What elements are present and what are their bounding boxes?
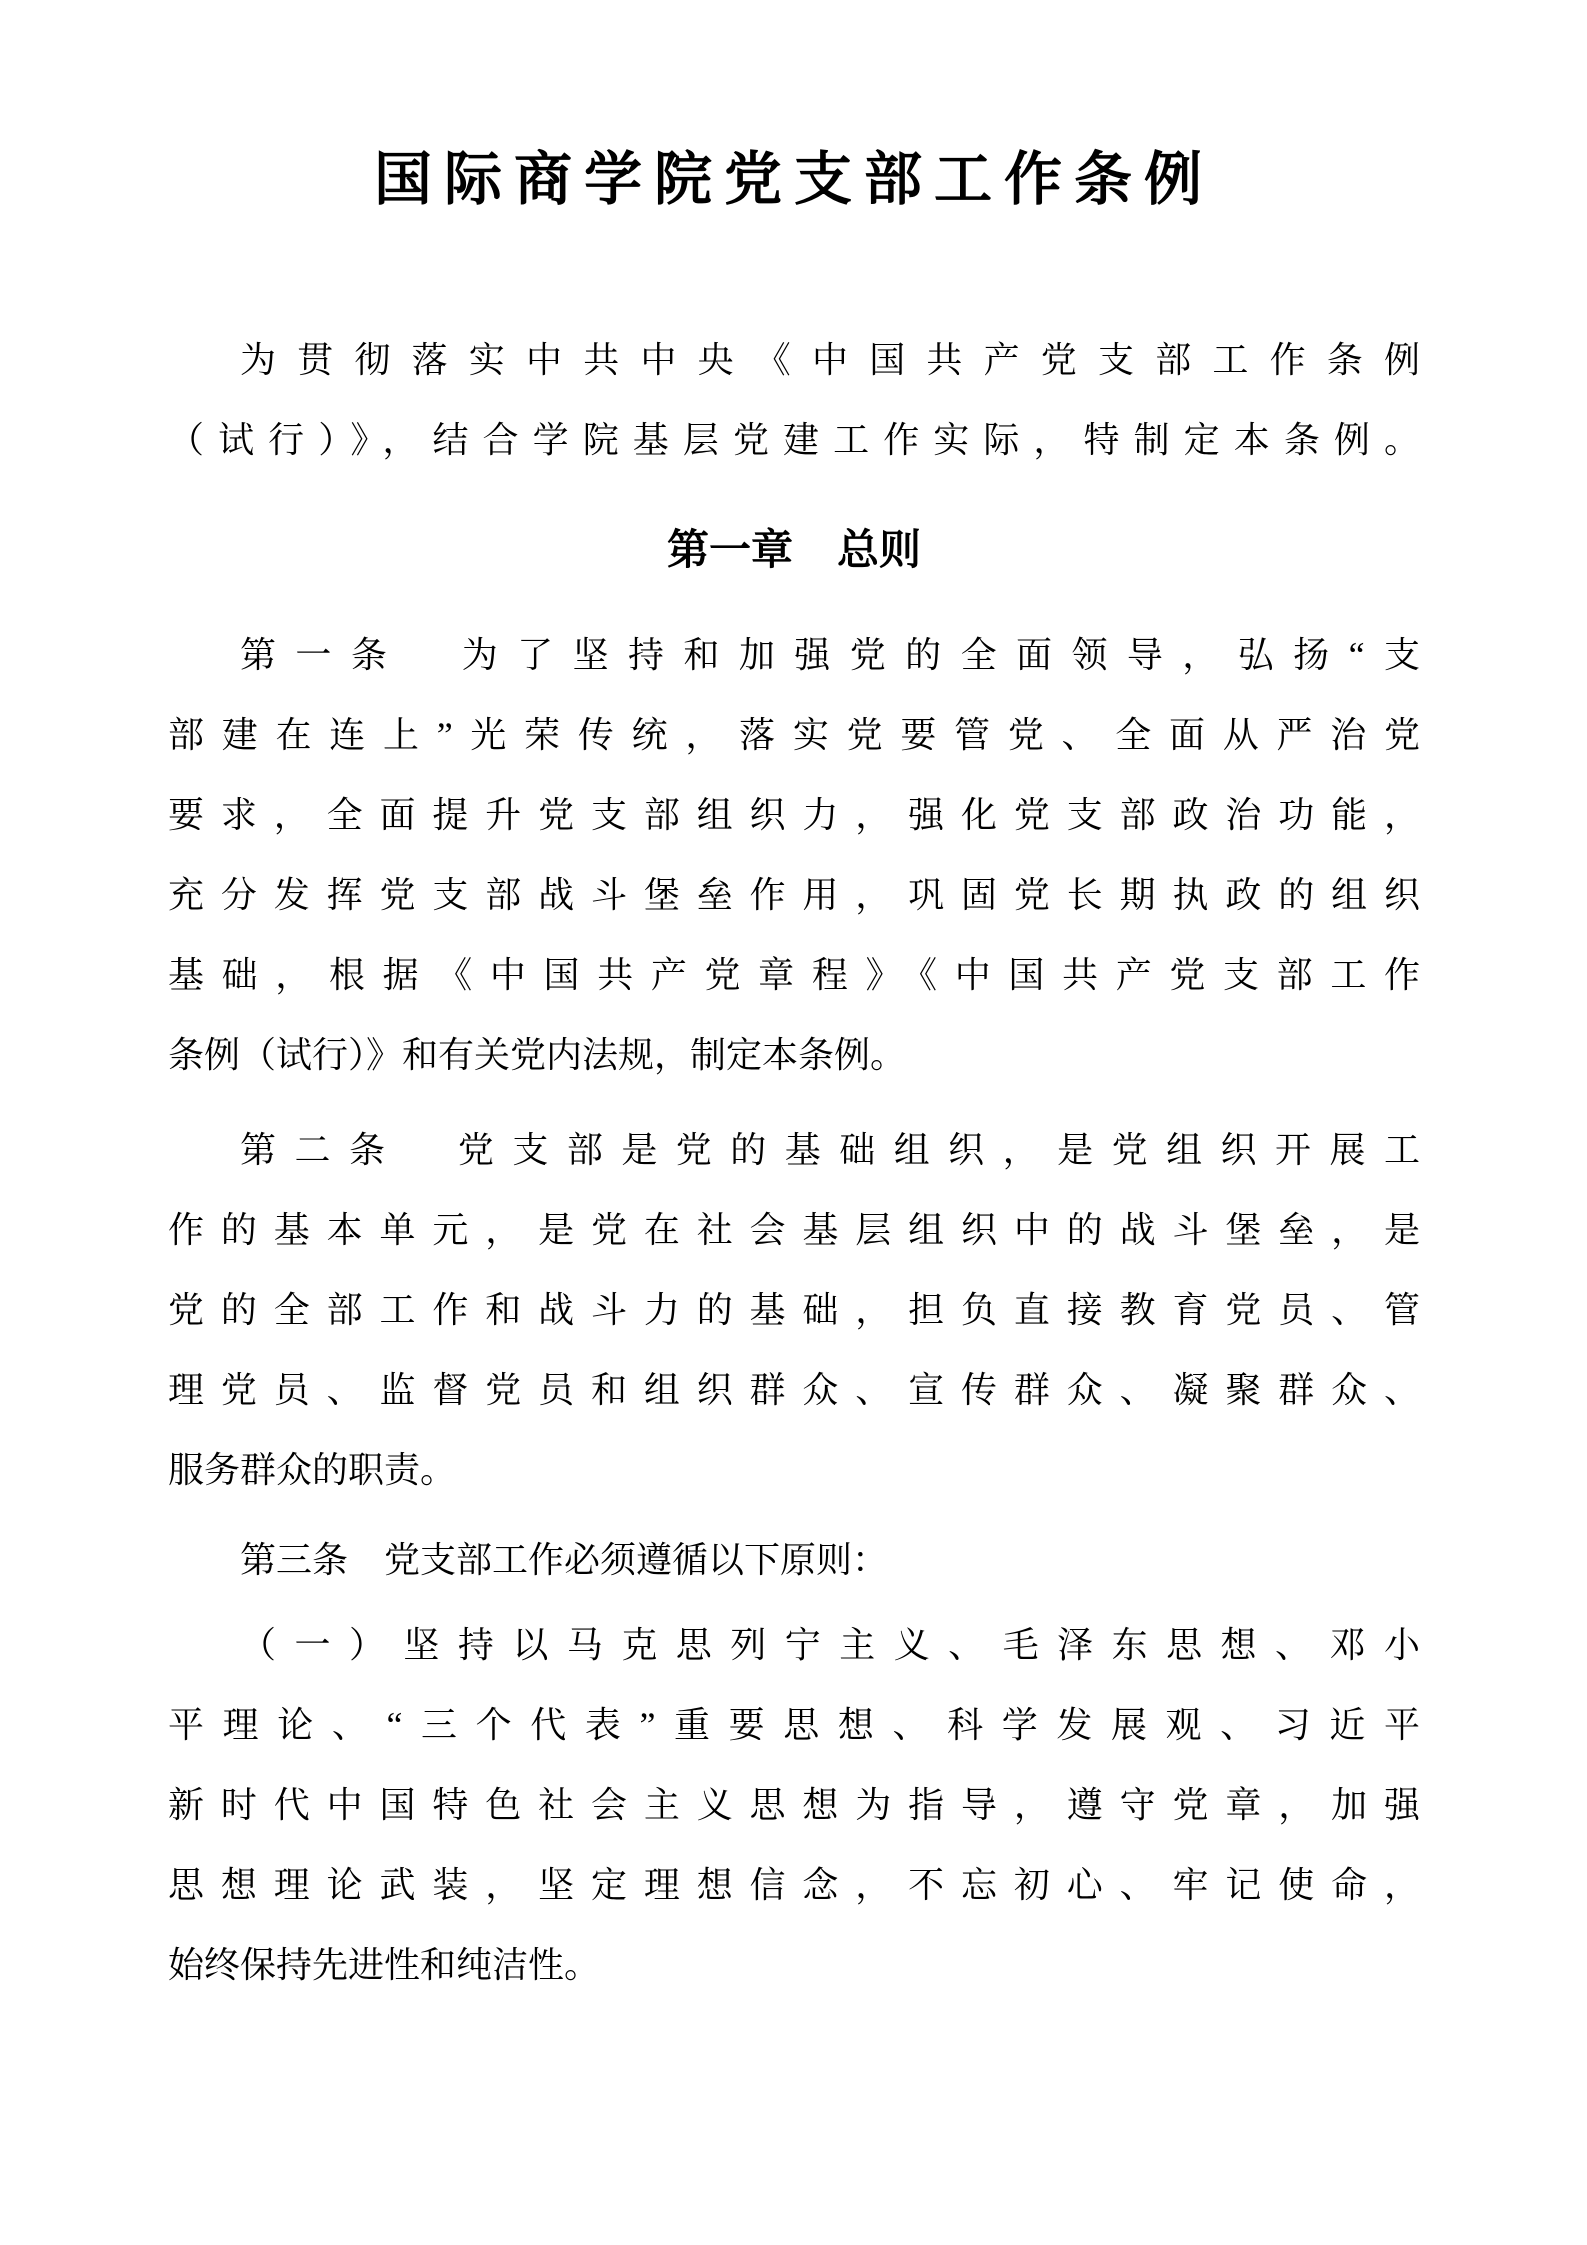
paragraph-line: （一）坚持以马克思列宁主义、毛泽东思想、邓小 [240,1625,1420,1665]
chapter-title: 总则 [837,526,922,573]
paragraph-line: 第三条 党支部工作必须遵循以下原则： [240,1540,889,1580]
paragraph-line: 条例（试行）》和有关党内法规，制定本条例。 [168,1035,907,1075]
paragraph-line: 平理论、“三个代表”重要思想、科学发展观、习近平 [168,1705,1420,1745]
document-title: 国际商学院党支部工作条例 [373,147,1214,212]
article-3-paragraph [168,1520,1420,1600]
paragraph-line: 第二条 党支部是党的基础组织，是党组织开展工 [240,1130,1420,1170]
paragraph-line: （试行）》，结合学院基层党建工作实际，特制定本条例。 [168,420,1420,460]
paragraph-line: 基础，根据《中国共产党章程》《中国共产党支部工作 [168,955,1420,995]
paragraph-line: 理党员、监督党员和组织群众、宣传群众、凝聚群众、 [168,1370,1420,1410]
principle-item-1-paragraph [168,1605,1420,2005]
chapter-number: 第一章 [666,526,793,573]
paragraph-line: 第一条 为了坚持和加强党的全面领导，弘扬“支 [240,635,1420,675]
paragraph-line: 思想理论武装，坚定理想信念，不忘初心、牢记使命， [168,1865,1420,1905]
article-1-paragraph [168,615,1420,1095]
paragraph-line: 为贯彻落实中共中央《中国共产党支部工作条例 [240,340,1420,380]
paragraph-line: 服务群众的职责。 [168,1450,457,1490]
paragraph-line: 充分发挥党支部战斗堡垒作用，巩固党长期执政的组织 [168,875,1420,915]
paragraph-line: 作的基本单元，是党在社会基层组织中的战斗堡垒，是 [168,1210,1420,1250]
paragraph-line: 部建在连上”光荣传统，落实党要管党、全面从严治党 [168,715,1420,755]
chapter-heading [168,510,1420,590]
paragraph-line: 新时代中国特色社会主义思想为指导，遵守党章，加强 [168,1785,1420,1825]
paragraph-line: 要求，全面提升党支部组织力，强化党支部政治功能， [168,795,1420,835]
intro-paragraph [168,320,1420,480]
paragraph-line: 始终保持先进性和纯洁性。 [168,1945,601,1985]
paragraph-line: 党的全部工作和战斗力的基础，担负直接教育党员、管 [168,1290,1420,1330]
article-2-paragraph [168,1110,1420,1510]
